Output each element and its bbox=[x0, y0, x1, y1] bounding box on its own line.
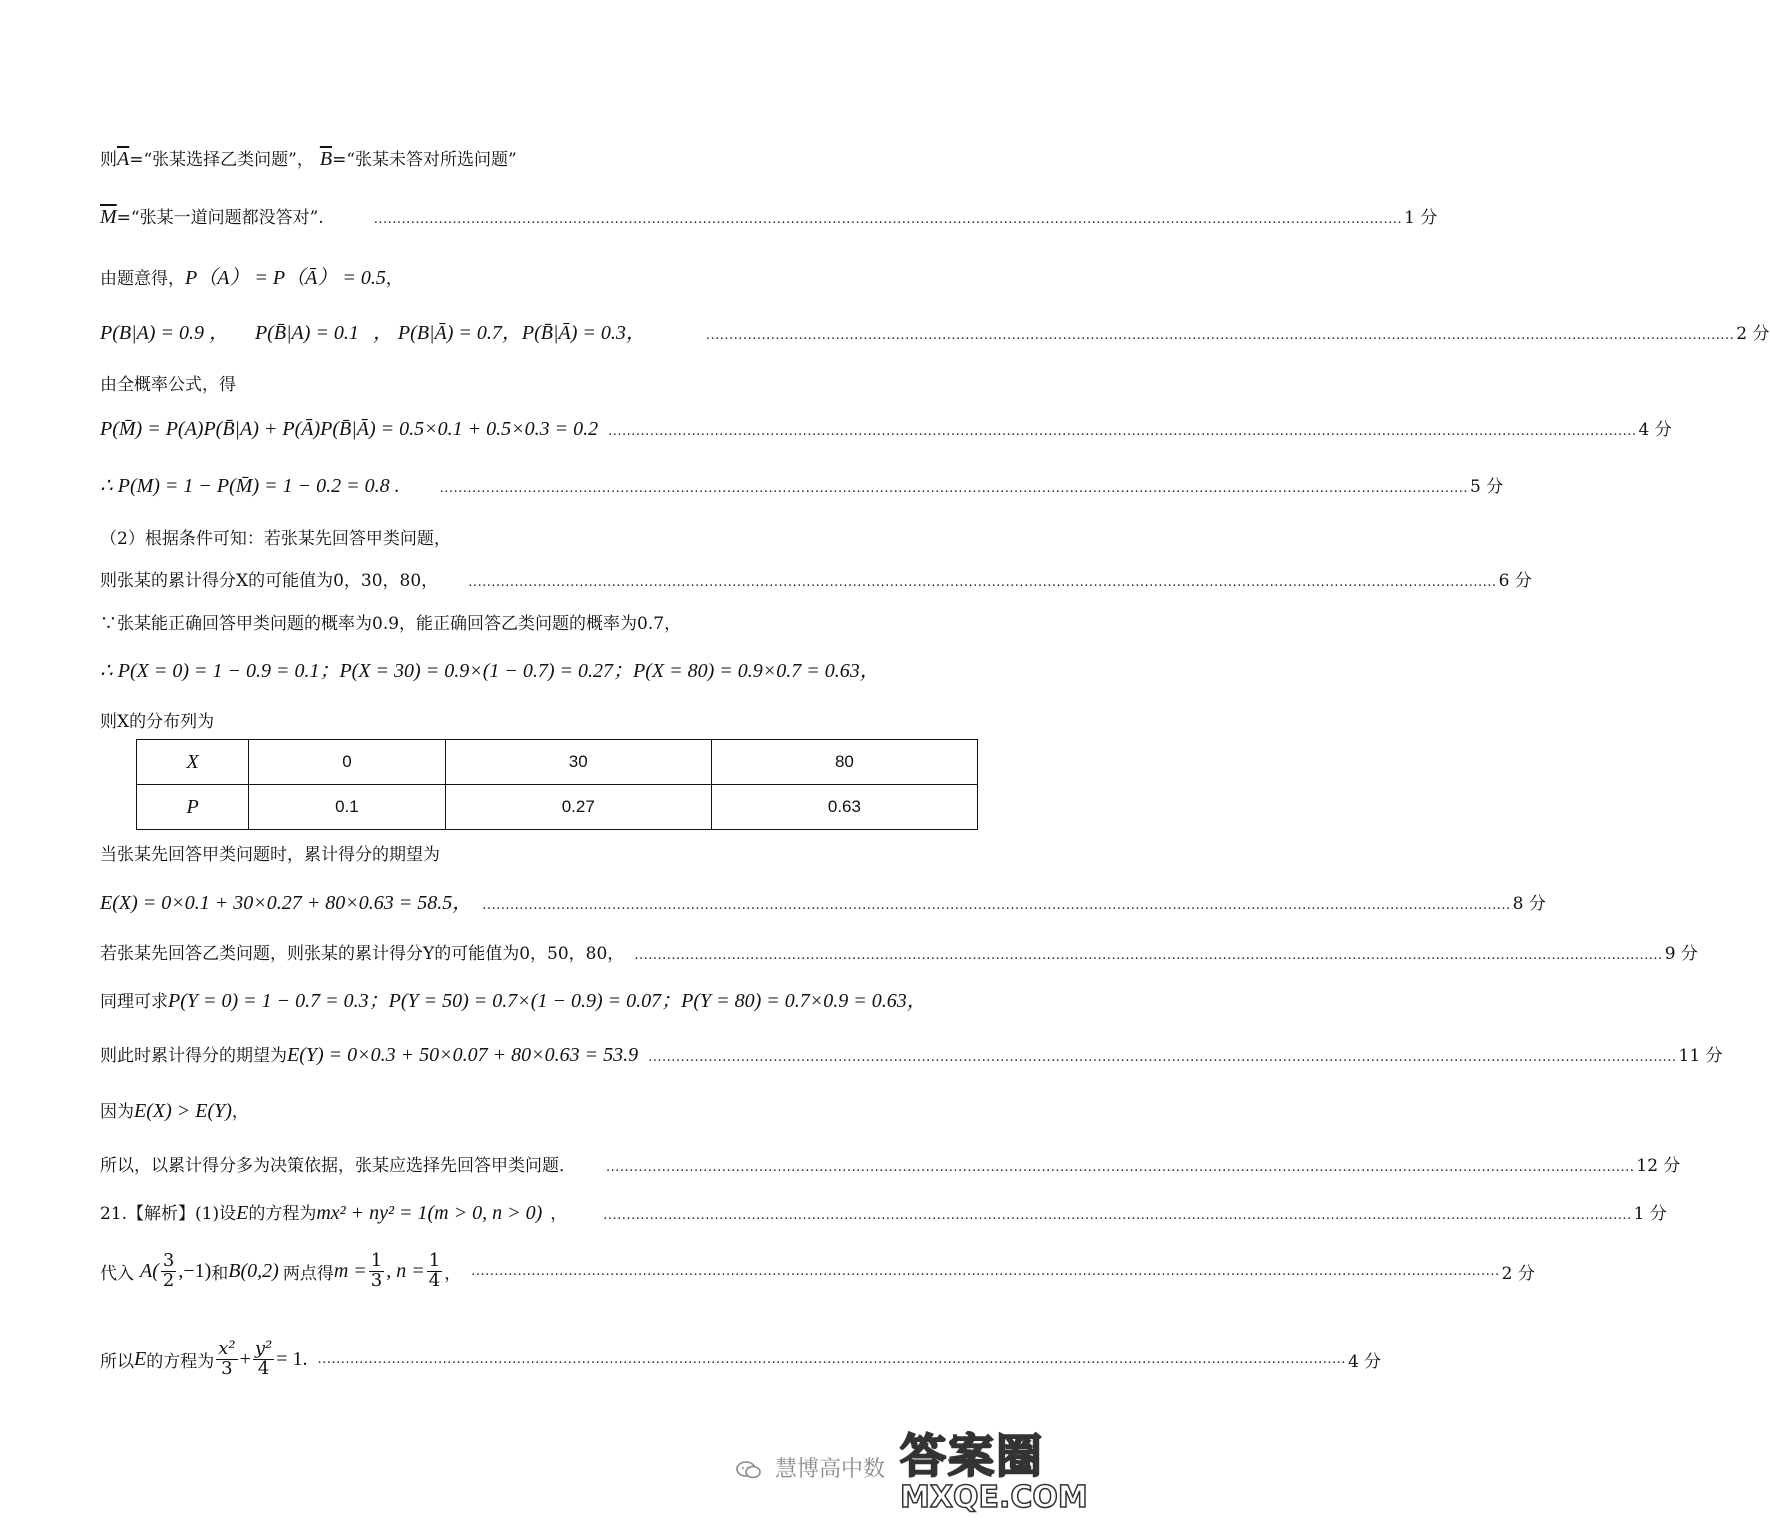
text: 由题意得， bbox=[100, 269, 185, 289]
text: 则张某的累计得分X的可能值为0，30，80， bbox=[100, 571, 439, 591]
text: =“张某未答对所选问题” bbox=[332, 150, 517, 170]
line-x-values bbox=[100, 566, 1532, 591]
line-ellipse-result bbox=[100, 1338, 1382, 1379]
line-total-prob-intro bbox=[100, 370, 974, 395]
score: 5 分 bbox=[1470, 477, 1504, 497]
table-cell: 0 bbox=[249, 740, 445, 785]
line-total-prob bbox=[100, 415, 1672, 441]
math-expr: E(X) > E(Y) bbox=[134, 1100, 232, 1122]
leader-dots: .............................................................................................................................................................................................................................. bbox=[468, 575, 1497, 590]
math-expr: ∴ P(X = 0) = 1 − 0.9 = 0.1；P(X = 30) = 0.9×(1 − 0.7) = 0.27；P(X = 80) = 0.9×0.7 = 0.63， bbox=[100, 660, 880, 682]
line-pm bbox=[100, 472, 1504, 498]
line-substitute bbox=[100, 1250, 1535, 1291]
logo-bottom-text: MXQE.COM bbox=[900, 1480, 1088, 1515]
text: 因为 bbox=[100, 1102, 134, 1122]
numerator: 3 bbox=[162, 1250, 175, 1271]
math-expr: P（A） = P（Ā） = 0.5 bbox=[185, 267, 386, 289]
text: 同理可求 bbox=[100, 992, 168, 1012]
line-ey bbox=[100, 1041, 1723, 1067]
line-events-def bbox=[100, 145, 974, 171]
leader-dots: .............................................................................................................................................................................................................................. bbox=[373, 212, 1403, 227]
math-expr: P(M̄) = P(A)P(B̄|A) + P(Ā)P(B̄|Ā) = 0.5×0.1 + 0.5×0.3 = 0.2 bbox=[100, 418, 599, 440]
line-part2-intro bbox=[100, 524, 974, 549]
math-expr: P(Y = 0) = 1 − 0.7 = 0.3；P(Y = 50) = 0.7×(1 − 0.9) = 0.07；P(Y = 80) = 0.7×0.9 = 0.63， bbox=[168, 990, 927, 1012]
math-expr: B(0,2) bbox=[228, 1259, 279, 1282]
fraction bbox=[161, 1252, 176, 1291]
leader-dots: .............................................................................................................................................................................................................................. bbox=[606, 1160, 1635, 1175]
math-e: E bbox=[134, 1347, 147, 1370]
numerator: x² bbox=[218, 1338, 236, 1359]
fraction bbox=[369, 1252, 384, 1291]
leader-dots: .............................................................................................................................................................................................................................. bbox=[471, 1263, 1500, 1279]
line-q21-setup bbox=[100, 1199, 1667, 1225]
text: 则X的分布列为 bbox=[100, 712, 215, 732]
text: 由全概率公式，得 bbox=[100, 375, 236, 395]
line-given bbox=[100, 261, 974, 290]
text: ， bbox=[444, 1263, 462, 1284]
line-px-values bbox=[100, 654, 974, 683]
fraction bbox=[216, 1340, 237, 1379]
table-cell: P bbox=[137, 785, 249, 830]
leader-dots: .............................................................................................................................................................................................................................. bbox=[608, 424, 1637, 439]
math-expr: + bbox=[239, 1347, 251, 1370]
text: 所以，以累计得分多为决策依据，张某应选择先回答甲类问题． bbox=[100, 1156, 576, 1176]
math-expr: ， P(B|Ā) = 0.7，P(B̄|Ā) = 0.3， bbox=[372, 322, 646, 344]
line-m-def bbox=[100, 203, 1438, 229]
math-expr: = 1. bbox=[276, 1347, 308, 1370]
leader-dots: .............................................................................................................................................................................................................................. bbox=[439, 481, 1468, 496]
leader-dots: .............................................................................................................................................................................................................................. bbox=[634, 948, 1663, 963]
score: 2 分 bbox=[1501, 1263, 1535, 1284]
line-distribution-intro bbox=[100, 707, 974, 732]
table-row bbox=[137, 740, 978, 785]
score: 12 分 bbox=[1636, 1156, 1681, 1176]
denominator: 4 bbox=[257, 1357, 270, 1379]
score: 4 分 bbox=[1638, 420, 1672, 440]
watermark-text: 慧博高中数 bbox=[775, 1457, 886, 1482]
line-y-values bbox=[100, 939, 1698, 964]
line-py-values bbox=[100, 984, 974, 1013]
table-cell: 80 bbox=[711, 740, 977, 785]
text: 当张某先回答甲类问题时，累计得分的期望为 bbox=[100, 845, 440, 865]
score: 8 分 bbox=[1512, 894, 1546, 914]
line-ex bbox=[100, 886, 1546, 915]
line-conclusion bbox=[100, 1151, 1681, 1176]
leader-dots: .............................................................................................................................................................................................................................. bbox=[603, 1208, 1632, 1223]
fraction bbox=[427, 1252, 442, 1291]
text: 则此时累计得分的期望为 bbox=[100, 1046, 287, 1066]
table-cell: 0.63 bbox=[711, 785, 977, 830]
numerator: 1 bbox=[428, 1250, 441, 1271]
math-b-bar: $\overline{B}$ bbox=[319, 148, 333, 170]
math-expr: m = bbox=[333, 1259, 367, 1282]
text: 两点得 bbox=[282, 1263, 334, 1284]
score: 4 分 bbox=[1347, 1351, 1382, 1372]
leader-dots: .............................................................................................................................................................................................................................. bbox=[648, 1050, 1677, 1065]
watermark bbox=[736, 1452, 885, 1483]
score: 6 分 bbox=[1498, 571, 1532, 591]
numerator: 1 bbox=[370, 1250, 383, 1271]
wechat-icon bbox=[736, 1460, 762, 1480]
math-expr: E(X) = 0×0.1 + 30×0.27 + 80×0.63 = 58.5， bbox=[100, 892, 473, 914]
math-expr: A( bbox=[140, 1259, 159, 1282]
distribution-table bbox=[136, 739, 978, 830]
math-expr: P(B|A) = 0.9 ， bbox=[100, 322, 229, 344]
text: =“张某一道问题都没答对”. bbox=[116, 208, 324, 228]
line-conditional-probs bbox=[100, 316, 1770, 345]
score: 11 分 bbox=[1678, 1046, 1723, 1066]
math-expr: ∴ P(M) = 1 − P(M̄) = 1 − 0.2 = 0.8 . bbox=[100, 475, 400, 497]
score: 2 分 bbox=[1736, 324, 1770, 344]
math-a-bar: $\overline{A}$ bbox=[117, 148, 130, 170]
line-compare bbox=[100, 1097, 974, 1123]
text: ， bbox=[231, 1102, 249, 1122]
text: 则 bbox=[100, 150, 117, 170]
leader-dots: .............................................................................................................................................................................................................................. bbox=[482, 898, 1511, 913]
table-cell: 0.1 bbox=[249, 785, 445, 830]
text: ， bbox=[385, 269, 403, 289]
text: ， bbox=[550, 1204, 568, 1224]
math-expr: ,−1) bbox=[178, 1259, 212, 1282]
denominator: 3 bbox=[221, 1357, 233, 1379]
text: 所以 bbox=[100, 1351, 134, 1372]
numerator: y² bbox=[254, 1338, 273, 1359]
line-expectation-intro bbox=[100, 840, 974, 865]
leader-dots: .............................................................................................................................................................................................................................. bbox=[317, 1351, 1346, 1367]
table-cell: 0.27 bbox=[445, 785, 711, 830]
table-cell: X bbox=[137, 740, 249, 785]
math-expr: E(Y) = 0×0.3 + 50×0.07 + 80×0.63 = 53.9 bbox=[287, 1044, 639, 1066]
math-expr: mx² + ny² = 1(m > 0, n > 0) bbox=[316, 1202, 543, 1224]
text: （2）根据条件可知：若张某先回答甲类问题， bbox=[100, 529, 451, 549]
fraction bbox=[253, 1340, 274, 1379]
text: 若张某先回答乙类问题，则张某的累计得分Y的可能值为0，50，80， bbox=[100, 944, 625, 964]
text: 的方程为 bbox=[146, 1351, 215, 1372]
denominator: 4 bbox=[428, 1269, 441, 1291]
math-e: E bbox=[236, 1202, 249, 1224]
text: 代入 bbox=[100, 1263, 134, 1284]
score: 1 分 bbox=[1633, 1204, 1667, 1224]
line-probabilities-given bbox=[100, 609, 974, 634]
table-row bbox=[137, 785, 978, 830]
score: 1 分 bbox=[1404, 208, 1438, 228]
text: 的方程为 bbox=[248, 1204, 317, 1224]
score: 9 分 bbox=[1664, 944, 1698, 964]
logo-top-text: 答案圈 bbox=[900, 1429, 1044, 1483]
text: =“张某选择乙类问题”， bbox=[129, 150, 314, 170]
site-logo bbox=[900, 1420, 1088, 1520]
text: 和 bbox=[211, 1263, 229, 1284]
text: ∵张某能正确回答甲类问题的概率为0.9，能正确回答乙类问题的概率为0.7， bbox=[100, 614, 682, 634]
math-expr: P(B̄|A) = 0.1 bbox=[254, 322, 359, 344]
table-cell: 30 bbox=[445, 740, 711, 785]
math-expr: , n = bbox=[386, 1259, 425, 1282]
leader-dots: .............................................................................................................................................................................................................................. bbox=[705, 328, 1735, 343]
math-m-bar: $\overline{M}$ bbox=[100, 206, 117, 228]
denominator: 2 bbox=[162, 1269, 175, 1291]
denominator: 3 bbox=[370, 1269, 383, 1291]
text: 21.【解析】(1)设 bbox=[100, 1204, 237, 1224]
